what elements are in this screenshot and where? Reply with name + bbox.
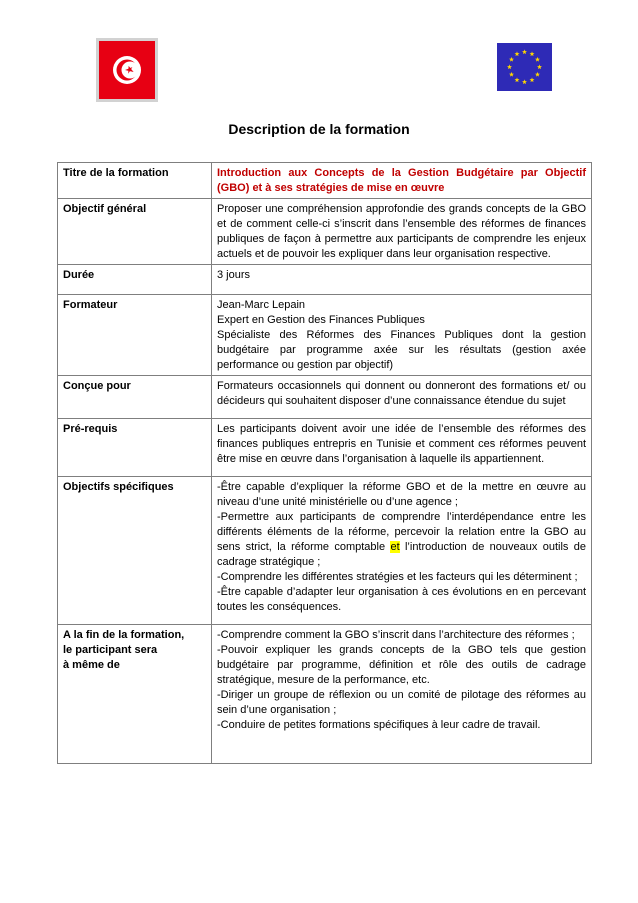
eu-star-icon <box>537 64 542 69</box>
eu-star-icon <box>535 72 540 77</box>
trainer-name: Jean-Marc Lepain <box>217 299 306 311</box>
table-row <box>58 163 592 199</box>
row-label: Pré-requis <box>58 419 212 477</box>
learning-outcomes-value <box>212 625 592 764</box>
table-row <box>58 419 592 477</box>
tunisia-flag-logo <box>96 38 158 102</box>
training-title-value: Introduction aux Concepts de la Gestion Budgétaire par Objectif (GBO) et à ses stratégies de mise en œuvre <box>212 163 592 199</box>
table-row <box>58 376 592 419</box>
table-row <box>58 477 592 625</box>
list-item: -Être capable d’expliquer la réforme GBO et de la mettre en œuvre au niveau d’une unité ministérielle ou d’une agence ; <box>217 481 586 508</box>
list-item <box>217 510 586 570</box>
highlighted-word: et <box>390 541 400 553</box>
general-objective-value: Proposer une compréhension approfondie des grands concepts de la GBO et de comment celle-ci s’inscrit dans l’ensemble des réformes de finances publiques de façon à permettre aux participants de comprendre les enjeux actuels et de pouvoir les expliquer dans leur organisation respective. <box>212 199 592 265</box>
list-item: -Conduire de petites formations spécifiques à leur cadre de travail. <box>217 719 541 731</box>
trainer-value <box>212 295 592 376</box>
eu-star-icon <box>515 51 520 56</box>
eu-star-icon <box>530 51 535 56</box>
eu-star-icon <box>515 77 520 82</box>
duration-value: 3 jours <box>212 265 592 295</box>
table-row <box>58 295 592 376</box>
table-row <box>58 265 592 295</box>
row-label: Formateur <box>58 295 212 376</box>
specific-objectives-value <box>212 477 592 625</box>
list-item: -Comprendre comment la GBO s’inscrit dans l’architecture des réformes ; <box>217 629 575 641</box>
eu-star-icon <box>535 57 540 62</box>
trainer-title: Expert en Gestion des Finances Publiques <box>217 314 425 326</box>
list-item: -Être capable d’adapter leur organisation à ces évolutions en en percevant toutes les conséquences. <box>217 586 586 613</box>
prerequisites-value: Les participants doivent avoir une idée de l’ensemble des réformes des finances publiques entrepris en Tunisie et comment ces réformes peuvent être mise en œuvre dans l’organisation à laquelle ils appartiennent. <box>212 419 592 477</box>
trainer-specialty: Spécialiste des Réformes des Finances Publiques dont la gestion budgétaire par programme axée sur les résultats (gestion axée performance ou gestion par objectif) <box>217 329 586 371</box>
list-item-text: l’introduction de nouveaux outils de cadrage stratégique ; <box>217 541 586 568</box>
row-label-line: à même de <box>63 659 120 671</box>
eu-star-icon <box>509 57 514 62</box>
list-item-text: -Permettre aux participants de comprendre l’interdépendance entre les différents éléments de la réforme, percevoir la relation entre la GBO au sens strict, la réforme comptable <box>217 511 586 553</box>
page-title: Description de la formation <box>228 121 410 137</box>
row-label <box>58 625 212 764</box>
row-label: Titre de la formation <box>58 163 212 199</box>
row-label: Conçue pour <box>58 376 212 419</box>
eu-star-icon <box>522 49 527 54</box>
row-label-line: le participant sera <box>63 644 158 656</box>
list-item: -Pouvoir expliquer les grands concepts de la GBO tels que gestion budgétaire par programme, définition et rôle des outils de cadrage stratégique, mesure de la performance, etc. <box>217 644 586 686</box>
list-item: -Diriger un groupe de réflexion ou un comité de pilotage des réformes au sein d’une organisation ; <box>217 689 586 716</box>
training-description-table <box>57 162 592 764</box>
eu-star-icon <box>522 79 527 84</box>
row-label: Objectif général <box>58 199 212 265</box>
eu-flag-logo <box>497 43 552 91</box>
eu-star-icon <box>507 64 512 69</box>
row-label: Durée <box>58 265 212 295</box>
row-label-line: A la fin de la formation, <box>63 629 185 641</box>
row-label: Objectifs spécifiques <box>58 477 212 625</box>
eu-star-icon <box>509 72 514 77</box>
table-row <box>58 625 592 764</box>
list-item: -Comprendre les différentes stratégies et les facteurs qui les déterminent ; <box>217 571 578 583</box>
eu-star-icon <box>530 77 535 82</box>
table-row <box>58 199 592 265</box>
target-audience-value: Formateurs occasionnels qui donnent ou donneront des formations et/ ou décideurs qui souhaitent disposer d’une connaissance étendue du sujet <box>212 376 592 419</box>
